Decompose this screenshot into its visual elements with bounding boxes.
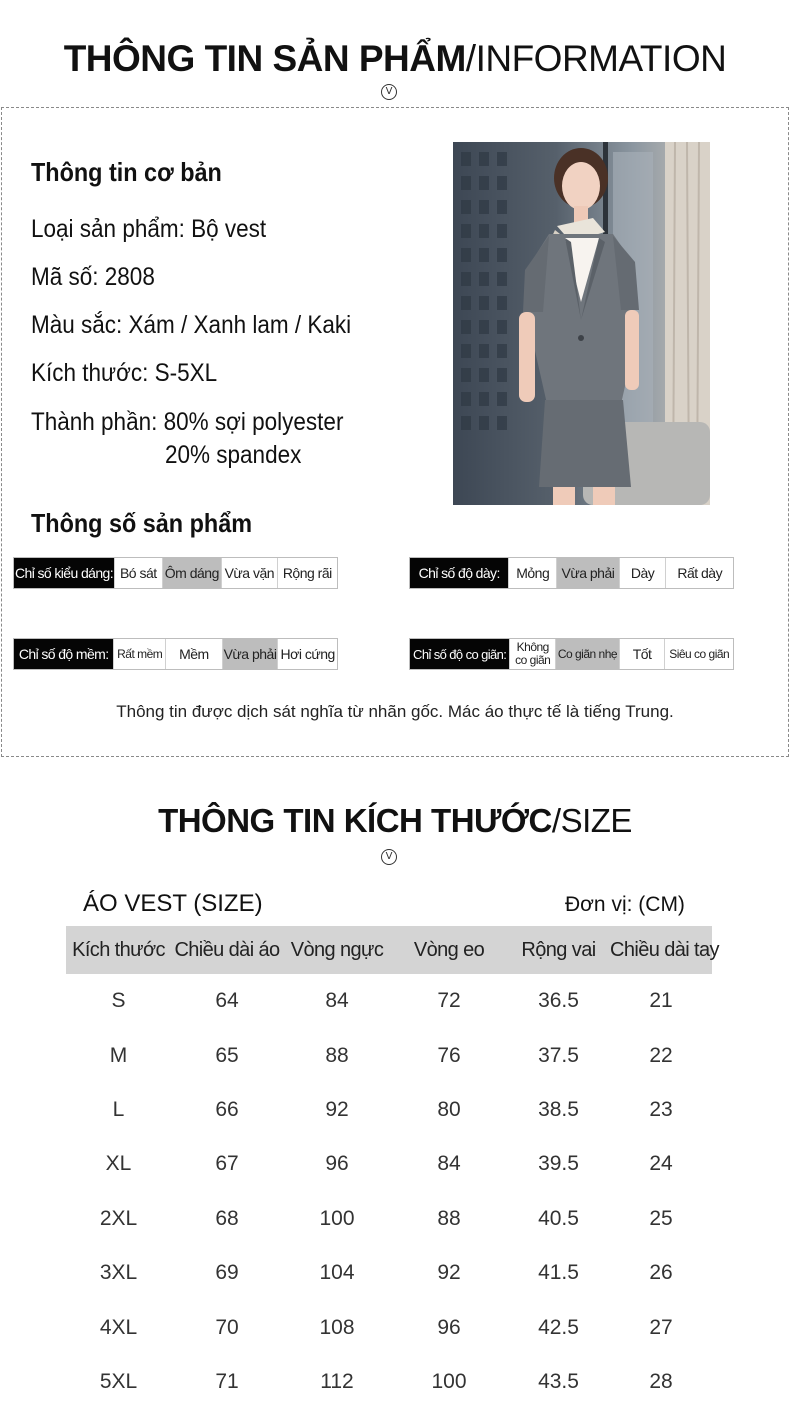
size-table-title: ÁO VEST (SIZE) bbox=[83, 890, 263, 917]
style-scale bbox=[13, 557, 338, 589]
cell-waist: 100 bbox=[431, 1369, 467, 1393]
table-row bbox=[66, 1192, 712, 1246]
cell-waist: 92 bbox=[437, 1261, 461, 1285]
style-scale-label: Chỉ số kiểu dáng: bbox=[14, 558, 114, 588]
stretch-option-3: Tốt bbox=[619, 639, 665, 669]
translation-note: Thông tin được dịch sát nghĩa từ nhãn gốc. Mác áo thực tế là tiếng Trung. bbox=[116, 702, 674, 721]
spec-title: Thông số sản phẩm bbox=[31, 508, 253, 538]
thickness-option-1: Mỏng bbox=[508, 558, 556, 588]
info-heading bbox=[0, 38, 790, 80]
stretch-option-2: Co giãn nhẹ bbox=[555, 639, 619, 669]
size-heading-main: THÔNG TIN KÍCH THƯỚC bbox=[158, 802, 552, 839]
cell-waist: 88 bbox=[437, 1206, 461, 1230]
softness-option-1: Rất mềm bbox=[113, 639, 165, 669]
cell-size: S bbox=[111, 989, 126, 1013]
cell-chest: 100 bbox=[319, 1206, 355, 1230]
cell-chest: 88 bbox=[325, 1043, 349, 1067]
cell-size: M bbox=[109, 1043, 128, 1067]
size-table bbox=[66, 926, 719, 1409]
stretch-scale-label: Chỉ số độ co giãn: bbox=[410, 639, 509, 669]
size-table-unit: Đơn vị: (CM) bbox=[565, 893, 685, 916]
cell-chest: 92 bbox=[325, 1097, 349, 1121]
cell-shoulder: 36.5 bbox=[538, 989, 579, 1013]
header-length: Chiều dài áo bbox=[171, 926, 283, 974]
product-sizes: Kích thước: S-5XL bbox=[31, 359, 218, 387]
size-table-header-row bbox=[66, 926, 712, 974]
cell-waist: 72 bbox=[437, 989, 461, 1013]
header-sleeve: Chiều dài tay bbox=[610, 926, 712, 974]
cell-waist: 76 bbox=[437, 1043, 461, 1067]
cell-length: 67 bbox=[215, 1152, 239, 1176]
cell-length: 69 bbox=[215, 1261, 239, 1285]
cell-length: 66 bbox=[215, 1097, 239, 1121]
info-heading-sub: /INFORMATION bbox=[465, 38, 727, 79]
cell-length: 64 bbox=[215, 989, 239, 1013]
cell-sleeve: 26 bbox=[649, 1261, 673, 1285]
table-row bbox=[66, 1028, 712, 1082]
cell-shoulder: 38.5 bbox=[538, 1097, 579, 1121]
cell-sleeve: 28 bbox=[649, 1369, 673, 1393]
table-row bbox=[66, 1083, 712, 1137]
header-size: Kích thước bbox=[66, 926, 171, 974]
circled-v-icon-2: V bbox=[381, 849, 397, 865]
cell-size: XL bbox=[105, 1152, 132, 1176]
product-material-2: 20% spandex bbox=[165, 441, 302, 469]
product-photo bbox=[453, 142, 710, 505]
table-row bbox=[66, 1137, 712, 1191]
cell-shoulder: 43.5 bbox=[538, 1369, 579, 1393]
circled-v-icon: V bbox=[381, 84, 397, 100]
softness-option-2: Mềm bbox=[165, 639, 222, 669]
stretch-scale bbox=[409, 638, 734, 670]
thickness-scale bbox=[409, 557, 734, 589]
style-option-3: Vừa vặn bbox=[221, 558, 277, 588]
thickness-option-4: Rất dày bbox=[665, 558, 733, 588]
softness-option-3: Vừa phải bbox=[222, 639, 278, 669]
cell-chest: 96 bbox=[325, 1152, 349, 1176]
model-illustration bbox=[453, 142, 710, 505]
cell-shoulder: 37.5 bbox=[538, 1043, 579, 1067]
thickness-scale-label: Chỉ số độ dày: bbox=[410, 558, 508, 588]
cell-chest: 112 bbox=[320, 1369, 354, 1393]
cell-chest: 108 bbox=[319, 1315, 355, 1339]
cell-shoulder: 39.5 bbox=[538, 1152, 579, 1176]
cell-length: 68 bbox=[215, 1206, 239, 1230]
cell-size: 5XL bbox=[99, 1369, 138, 1393]
softness-option-4: Hơi cứng bbox=[277, 639, 337, 669]
product-code: Mã số: 2808 bbox=[31, 263, 155, 291]
header-shoulder: Rộng vai bbox=[507, 926, 610, 974]
cell-chest: 104 bbox=[319, 1261, 355, 1285]
table-row bbox=[66, 1300, 712, 1354]
header-chest: Vòng ngực bbox=[283, 926, 391, 974]
cell-waist: 96 bbox=[437, 1315, 461, 1339]
basic-info-title: Thông tin cơ bản bbox=[31, 157, 222, 187]
cell-sleeve: 24 bbox=[649, 1152, 673, 1176]
size-heading-sub: /SIZE bbox=[551, 802, 632, 839]
stretch-option-1: Không co giãn bbox=[509, 639, 555, 669]
table-row bbox=[66, 1246, 712, 1300]
product-material: Thành phần: 80% sợi polyester bbox=[31, 408, 344, 436]
product-colors: Màu sắc: Xám / Xanh lam / Kaki bbox=[31, 311, 352, 339]
cell-shoulder: 41.5 bbox=[538, 1261, 579, 1285]
cell-sleeve: 27 bbox=[649, 1315, 673, 1339]
stretch-option-4: Siêu co giãn bbox=[664, 639, 733, 669]
cell-size: 3XL bbox=[99, 1261, 138, 1285]
cell-sleeve: 22 bbox=[649, 1043, 673, 1067]
product-type: Loại sản phẩm: Bộ vest bbox=[31, 215, 267, 243]
info-heading-main: THÔNG TIN SẢN PHẨM bbox=[63, 38, 466, 79]
cell-chest: 84 bbox=[325, 989, 349, 1013]
table-row bbox=[66, 1355, 712, 1409]
header-waist: Vòng eo bbox=[391, 926, 507, 974]
cell-sleeve: 21 bbox=[649, 989, 673, 1013]
cell-length: 71 bbox=[215, 1369, 239, 1393]
cell-shoulder: 40.5 bbox=[538, 1206, 579, 1230]
style-option-2: Ôm dáng bbox=[162, 558, 221, 588]
cell-sleeve: 23 bbox=[649, 1097, 673, 1121]
table-row bbox=[66, 974, 712, 1028]
cell-length: 70 bbox=[215, 1315, 239, 1339]
thickness-option-3: Dày bbox=[619, 558, 666, 588]
style-option-4: Rộng rãi bbox=[277, 558, 337, 588]
cell-shoulder: 42.5 bbox=[538, 1315, 579, 1339]
softness-scale bbox=[13, 638, 338, 670]
softness-scale-label: Chỉ số độ mềm: bbox=[14, 639, 113, 669]
cell-size: 4XL bbox=[99, 1315, 138, 1339]
cell-size: L bbox=[112, 1097, 125, 1121]
cell-sleeve: 25 bbox=[649, 1206, 673, 1230]
cell-waist: 84 bbox=[437, 1152, 461, 1176]
thickness-option-2: Vừa phải bbox=[556, 558, 619, 588]
cell-length: 65 bbox=[215, 1043, 239, 1067]
style-option-1: Bó sát bbox=[114, 558, 162, 588]
size-heading bbox=[0, 802, 790, 840]
cell-size: 2XL bbox=[99, 1206, 138, 1230]
cell-waist: 80 bbox=[437, 1097, 461, 1121]
